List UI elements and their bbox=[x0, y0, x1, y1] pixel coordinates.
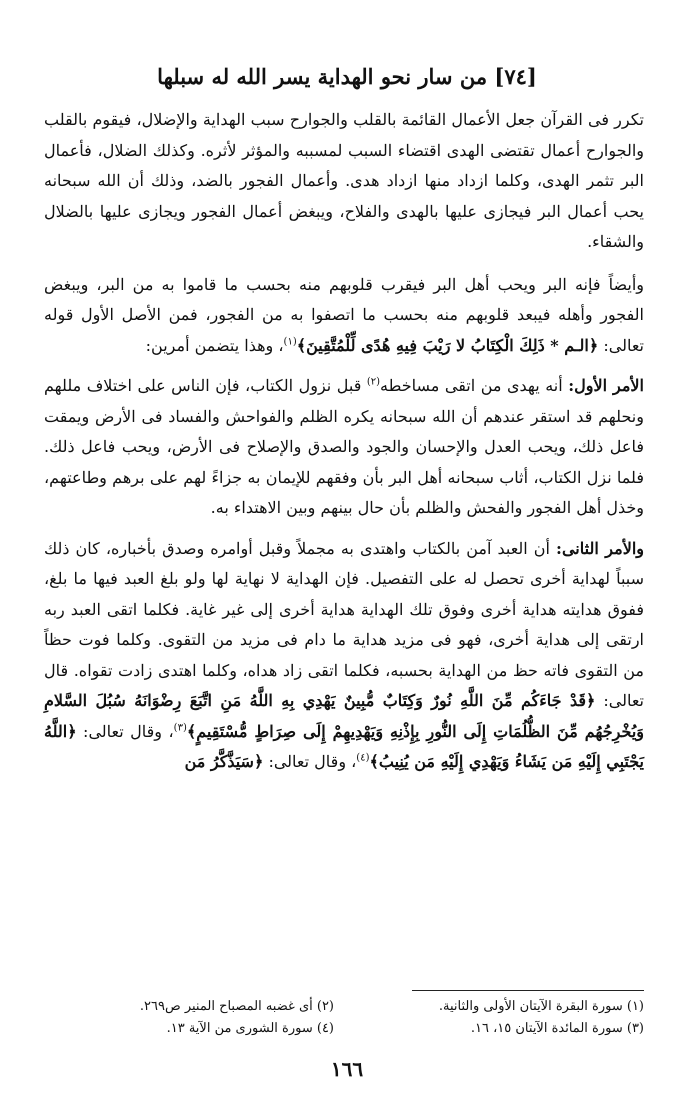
body-text bbox=[44, 105, 644, 788]
paragraph-4-text-c: ، وقال تعالى: bbox=[268, 752, 357, 771]
footnote-1: (١) سورة البقرة الآيتان الأولى والثانية. bbox=[438, 999, 644, 1014]
paragraph-4 bbox=[44, 534, 644, 778]
paragraph-2 bbox=[44, 270, 644, 362]
paragraph-2-text-a: وأيضاً فإنه البر ويحب أهل البر فيقرب قلوبهم منه بحسب ما قاموا به من البر، ويبغض الفجور وأهله فيبعد قلوبهم منه بحسب ما اتصفوا به من الفجور، فمن الأصل الأول قوله تعالى: bbox=[44, 274, 645, 355]
paragraph-3-text-a: أنه يهدى من اتقى مساخطه bbox=[380, 376, 569, 395]
footnote-2: (٢) أى غضبه المصباح المنير ص٢٦٩. bbox=[139, 999, 334, 1014]
paragraph-3 bbox=[44, 371, 644, 524]
paragraph-3-lead: الأمر الأول: bbox=[568, 376, 644, 395]
quran-verse-3: ﴿اللَّهُ يَجْتَبِي إِلَيْهِ مَن يَشَاءُ وَيَهْدِي إِلَيْهِ مَن يُنِيبُ﴾ bbox=[44, 721, 644, 771]
footnote-ref-2: (٢) bbox=[366, 376, 381, 388]
paragraph-2-text-b: ، وهذا يتضمن أمرين: bbox=[145, 335, 284, 355]
paragraph-4-text-a: أن العبد آمن بالكتاب واهتدى به مجملاً وقبل أوامره وصدق بأخباره، كان ذلك سبباً لهداية أخرى تحصل له على التفصيل. فإن الهداية لا نهاية لها ولو بلغ العبد فيها ما بلغ، ففوق هدايته هداية أخرى وفوق تلك الهداية هداية أخرى إلى غير غاية. فكلما اتقى العبد ربه ارتقى إلى هداية أخرى، فهو فى مزيد هداية ما دام فى مزيد من التقوى. وكلما فوت حظاً من التقوى فاته حظ من الهداية بحسبه، فكلما اتقى زاد هداه، وكلما اهتدى زادت تقواه. قال تعالى: bbox=[44, 538, 644, 710]
quran-verse-4: ﴿سَيَذَّكَّرُ مَن bbox=[184, 752, 264, 771]
footnote-ref-3: (٣) bbox=[173, 722, 187, 734]
paragraph-1 bbox=[44, 105, 644, 258]
footnote-4: (٤) سورة الشورى من الآية ١٣. bbox=[166, 1021, 334, 1036]
paragraph-1-text: تكرر فى القرآن جعل الأعمال القائمة بالقلب والجوارح سبب الهداية والإضلال، فيقوم بالقلب والجوارح أعمال تقتضى الهدى اقتضاء السبب لمسببه والمؤثر لأثره. وكذلك الضلال، فأعمال البر تثمر الهدى، وكلما ازداد منها ازداد هدى. وأعمال الفجور بالضد، وذلك أن الله سبحانه يحب أعمال البر فيجازى عليها بالهدى والفلاح، ويبغض أعمال الفجور ويجازى عليها بالضلال والشقاء. bbox=[44, 110, 645, 251]
footnotes bbox=[44, 996, 644, 1040]
quran-verse-1: ﴿الـم * ذَلِكَ الْكِتَابُ لا رَيْبَ فِيهِ هُدًى لِّلْمُتَّقِينَ﴾ bbox=[296, 335, 599, 355]
quran-verse-2: ﴿قَدْ جَاءَكُم مِّنَ اللَّهِ نُورٌ وَكِتَابٌ مُّبِينٌ يَهْدِي بِهِ اللَّهُ مَنِ اتَّبَعَ رِضْوَانَهُ سُبُلَ السَّلامِ وَيُخْرِجُهُم مِّنَ الظُّلُمَاتِ إِلَى النُّورِ بِإِذْنِهِ وَيَهْدِيهِمْ إِلَى صِرَاطٍ مُّسْتَقِيمٍ﴾ bbox=[44, 691, 644, 741]
footnote-ref-4: (٤) bbox=[356, 752, 370, 764]
footnote-divider bbox=[412, 990, 644, 991]
paragraph-4-lead: والأمر الثانى: bbox=[556, 538, 645, 558]
footnote-3: (٣) سورة المائدة الآيتان ١٥، ١٦. bbox=[470, 1021, 644, 1036]
footnote-ref-1: (١) bbox=[283, 336, 297, 348]
paragraph-4-text-b: ، وقال تعالى: bbox=[83, 721, 174, 741]
page-number: ١٦٦ bbox=[330, 1057, 364, 1081]
paragraph-3-text-b: قبل نزول الكتاب، فإن الناس على اختلاف مللهم ونحلهم قد استقر عندهم أن الله سبحانه يكره الظلم والفواحش والفساد فى الأرض ويمقت فاعل ذلك، ويحب العدل والإحسان والجود والصدق والإصلاح فى الأرض، ويحب فاعل ذلك. فلما نزل الكتاب، أثاب سبحانه أهل البر بأن وفقهم للإيمان به جزاءً لهم على برهم وطاعتهم، وخذل أهل الفجور والفحش والظلم بأن حال بينهم وبين الاهتداء به. bbox=[44, 376, 645, 517]
section-title: [٧٤] من سار نحو الهداية يسر الله له سبلها bbox=[157, 64, 537, 89]
